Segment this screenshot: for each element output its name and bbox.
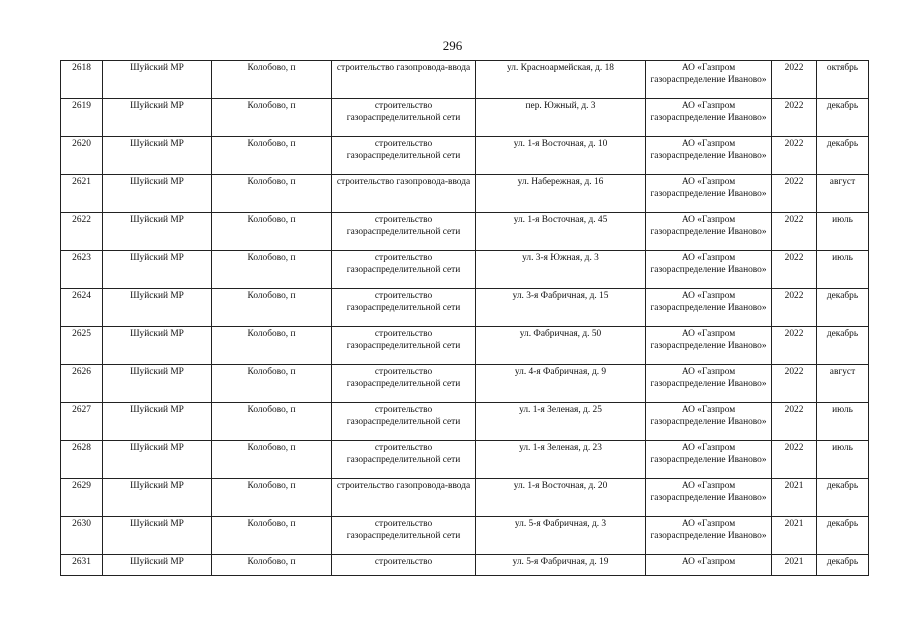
month-cell: август [817, 175, 869, 213]
address-cell: ул. Фабричная, д. 50 [476, 327, 646, 365]
month-cell: декабрь [817, 479, 869, 517]
row-number-cell: 2627 [61, 403, 103, 441]
gasification-table [60, 60, 869, 576]
organization-cell: АО «Газпром [646, 555, 772, 576]
settlement-cell: Колобово, п [212, 403, 332, 441]
work-type-cell: строительство газораспределительной сети [332, 137, 476, 175]
table-row [61, 517, 869, 555]
district-cell: Шуйский МР [103, 175, 212, 213]
table-row [61, 61, 869, 99]
address-cell: ул. Красноармейская, д. 18 [476, 61, 646, 99]
address-cell: ул. 1-я Зеленая, д. 25 [476, 403, 646, 441]
settlement-cell: Колобово, п [212, 99, 332, 137]
settlement-cell: Колобово, п [212, 289, 332, 327]
year-cell: 2022 [772, 61, 817, 99]
district-cell: Шуйский МР [103, 479, 212, 517]
organization-cell: АО «Газпром газораспределение Иваново» [646, 61, 772, 99]
month-cell: июль [817, 251, 869, 289]
table-row [61, 289, 869, 327]
settlement-cell: Колобово, п [212, 213, 332, 251]
address-cell: ул. 1-я Восточная, д. 10 [476, 137, 646, 175]
year-cell: 2022 [772, 251, 817, 289]
address-cell: ул. 3-я Южная, д. 3 [476, 251, 646, 289]
address-cell: ул. 5-я Фабричная, д. 3 [476, 517, 646, 555]
organization-cell: АО «Газпром газораспределение Иваново» [646, 289, 772, 327]
table-row [61, 365, 869, 403]
settlement-cell: Колобово, п [212, 327, 332, 365]
work-type-cell: строительство газораспределительной сети [332, 251, 476, 289]
table-row [61, 137, 869, 175]
district-cell: Шуйский МР [103, 99, 212, 137]
address-cell: ул. 1-я Восточная, д. 45 [476, 213, 646, 251]
row-number-cell: 2626 [61, 365, 103, 403]
year-cell: 2022 [772, 327, 817, 365]
settlement-cell: Колобово, п [212, 517, 332, 555]
month-cell: декабрь [817, 137, 869, 175]
organization-cell: АО «Газпром газораспределение Иваново» [646, 327, 772, 365]
work-type-cell: строительство газораспределительной сети [332, 99, 476, 137]
page-number: 296 [442, 38, 463, 53]
month-cell: июль [817, 441, 869, 479]
organization-cell: АО «Газпром газораспределение Иваново» [646, 403, 772, 441]
organization-cell: АО «Газпром газораспределение Иваново» [646, 99, 772, 137]
row-number-cell: 2618 [61, 61, 103, 99]
table-row [61, 251, 869, 289]
table-body [61, 61, 869, 576]
organization-cell: АО «Газпром газораспределение Иваново» [646, 517, 772, 555]
address-cell: ул. 1-я Восточная, д. 20 [476, 479, 646, 517]
settlement-cell: Колобово, п [212, 137, 332, 175]
table-row [61, 213, 869, 251]
row-number-cell: 2619 [61, 99, 103, 137]
work-type-cell: строительство газораспределительной сети [332, 517, 476, 555]
settlement-cell: Колобово, п [212, 441, 332, 479]
month-cell: декабрь [817, 555, 869, 576]
work-type-cell: строительство газораспределительной сети [332, 365, 476, 403]
district-cell: Шуйский МР [103, 441, 212, 479]
settlement-cell: Колобово, п [212, 251, 332, 289]
row-number-cell: 2630 [61, 517, 103, 555]
year-cell: 2022 [772, 441, 817, 479]
year-cell: 2022 [772, 403, 817, 441]
year-cell: 2022 [772, 365, 817, 403]
address-cell: ул. 4-я Фабричная, д. 9 [476, 365, 646, 403]
address-cell: ул. Набережная, д. 16 [476, 175, 646, 213]
organization-cell: АО «Газпром газораспределение Иваново» [646, 213, 772, 251]
settlement-cell: Колобово, п [212, 479, 332, 517]
settlement-cell: Колобово, п [212, 175, 332, 213]
year-cell: 2022 [772, 175, 817, 213]
work-type-cell: строительство газораспределительной сети [332, 441, 476, 479]
work-type-cell: строительство газораспределительной сети [332, 403, 476, 441]
work-type-cell: строительство газопровода-ввода [332, 479, 476, 517]
year-cell: 2022 [772, 213, 817, 251]
month-cell: июль [817, 213, 869, 251]
month-cell: декабрь [817, 289, 869, 327]
month-cell: июль [817, 403, 869, 441]
work-type-cell: строительство газораспределительной сети [332, 289, 476, 327]
district-cell: Шуйский МР [103, 251, 212, 289]
row-number-cell: 2621 [61, 175, 103, 213]
month-cell: август [817, 365, 869, 403]
work-type-cell: строительство газораспределительной сети [332, 327, 476, 365]
row-number-cell: 2629 [61, 479, 103, 517]
year-cell: 2021 [772, 517, 817, 555]
district-cell: Шуйский МР [103, 61, 212, 99]
month-cell: декабрь [817, 99, 869, 137]
address-cell: пер. Южный, д. 3 [476, 99, 646, 137]
organization-cell: АО «Газпром газораспределение Иваново» [646, 479, 772, 517]
row-number-cell: 2622 [61, 213, 103, 251]
table-row [61, 99, 869, 137]
settlement-cell: Колобово, п [212, 61, 332, 99]
row-number-cell: 2624 [61, 289, 103, 327]
month-cell: декабрь [817, 517, 869, 555]
district-cell: Шуйский МР [103, 213, 212, 251]
organization-cell: АО «Газпром газораспределение Иваново» [646, 175, 772, 213]
table-row [61, 555, 869, 576]
year-cell: 2022 [772, 289, 817, 327]
year-cell: 2022 [772, 137, 817, 175]
address-cell: ул. 5-я Фабричная, д. 19 [476, 555, 646, 576]
work-type-cell: строительство газопровода-ввода [332, 175, 476, 213]
district-cell: Шуйский МР [103, 137, 212, 175]
year-cell: 2021 [772, 479, 817, 517]
address-cell: ул. 3-я Фабричная, д. 15 [476, 289, 646, 327]
year-cell: 2022 [772, 99, 817, 137]
district-cell: Шуйский МР [103, 517, 212, 555]
table-row [61, 175, 869, 213]
address-cell: ул. 1-я Зеленая, д. 23 [476, 441, 646, 479]
settlement-cell: Колобово, п [212, 365, 332, 403]
table-row [61, 479, 869, 517]
work-type-cell: строительство газопровода-ввода [332, 61, 476, 99]
work-type-cell: строительство [332, 555, 476, 576]
settlement-cell: Колобово, п [212, 555, 332, 576]
table-row [61, 327, 869, 365]
organization-cell: АО «Газпром газораспределение Иваново» [646, 365, 772, 403]
district-cell: Шуйский МР [103, 365, 212, 403]
month-cell: декабрь [817, 327, 869, 365]
row-number-cell: 2623 [61, 251, 103, 289]
month-cell: октябрь [817, 61, 869, 99]
row-number-cell: 2631 [61, 555, 103, 576]
row-number-cell: 2620 [61, 137, 103, 175]
district-cell: Шуйский МР [103, 289, 212, 327]
organization-cell: АО «Газпром газораспределение Иваново» [646, 137, 772, 175]
organization-cell: АО «Газпром газораспределение Иваново» [646, 251, 772, 289]
district-cell: Шуйский МР [103, 403, 212, 441]
row-number-cell: 2625 [61, 327, 103, 365]
row-number-cell: 2628 [61, 441, 103, 479]
district-cell: Шуйский МР [103, 327, 212, 365]
year-cell: 2021 [772, 555, 817, 576]
district-cell: Шуйский МР [103, 555, 212, 576]
table-row [61, 441, 869, 479]
work-type-cell: строительство газораспределительной сети [332, 213, 476, 251]
organization-cell: АО «Газпром газораспределение Иваново» [646, 441, 772, 479]
table-row [61, 403, 869, 441]
